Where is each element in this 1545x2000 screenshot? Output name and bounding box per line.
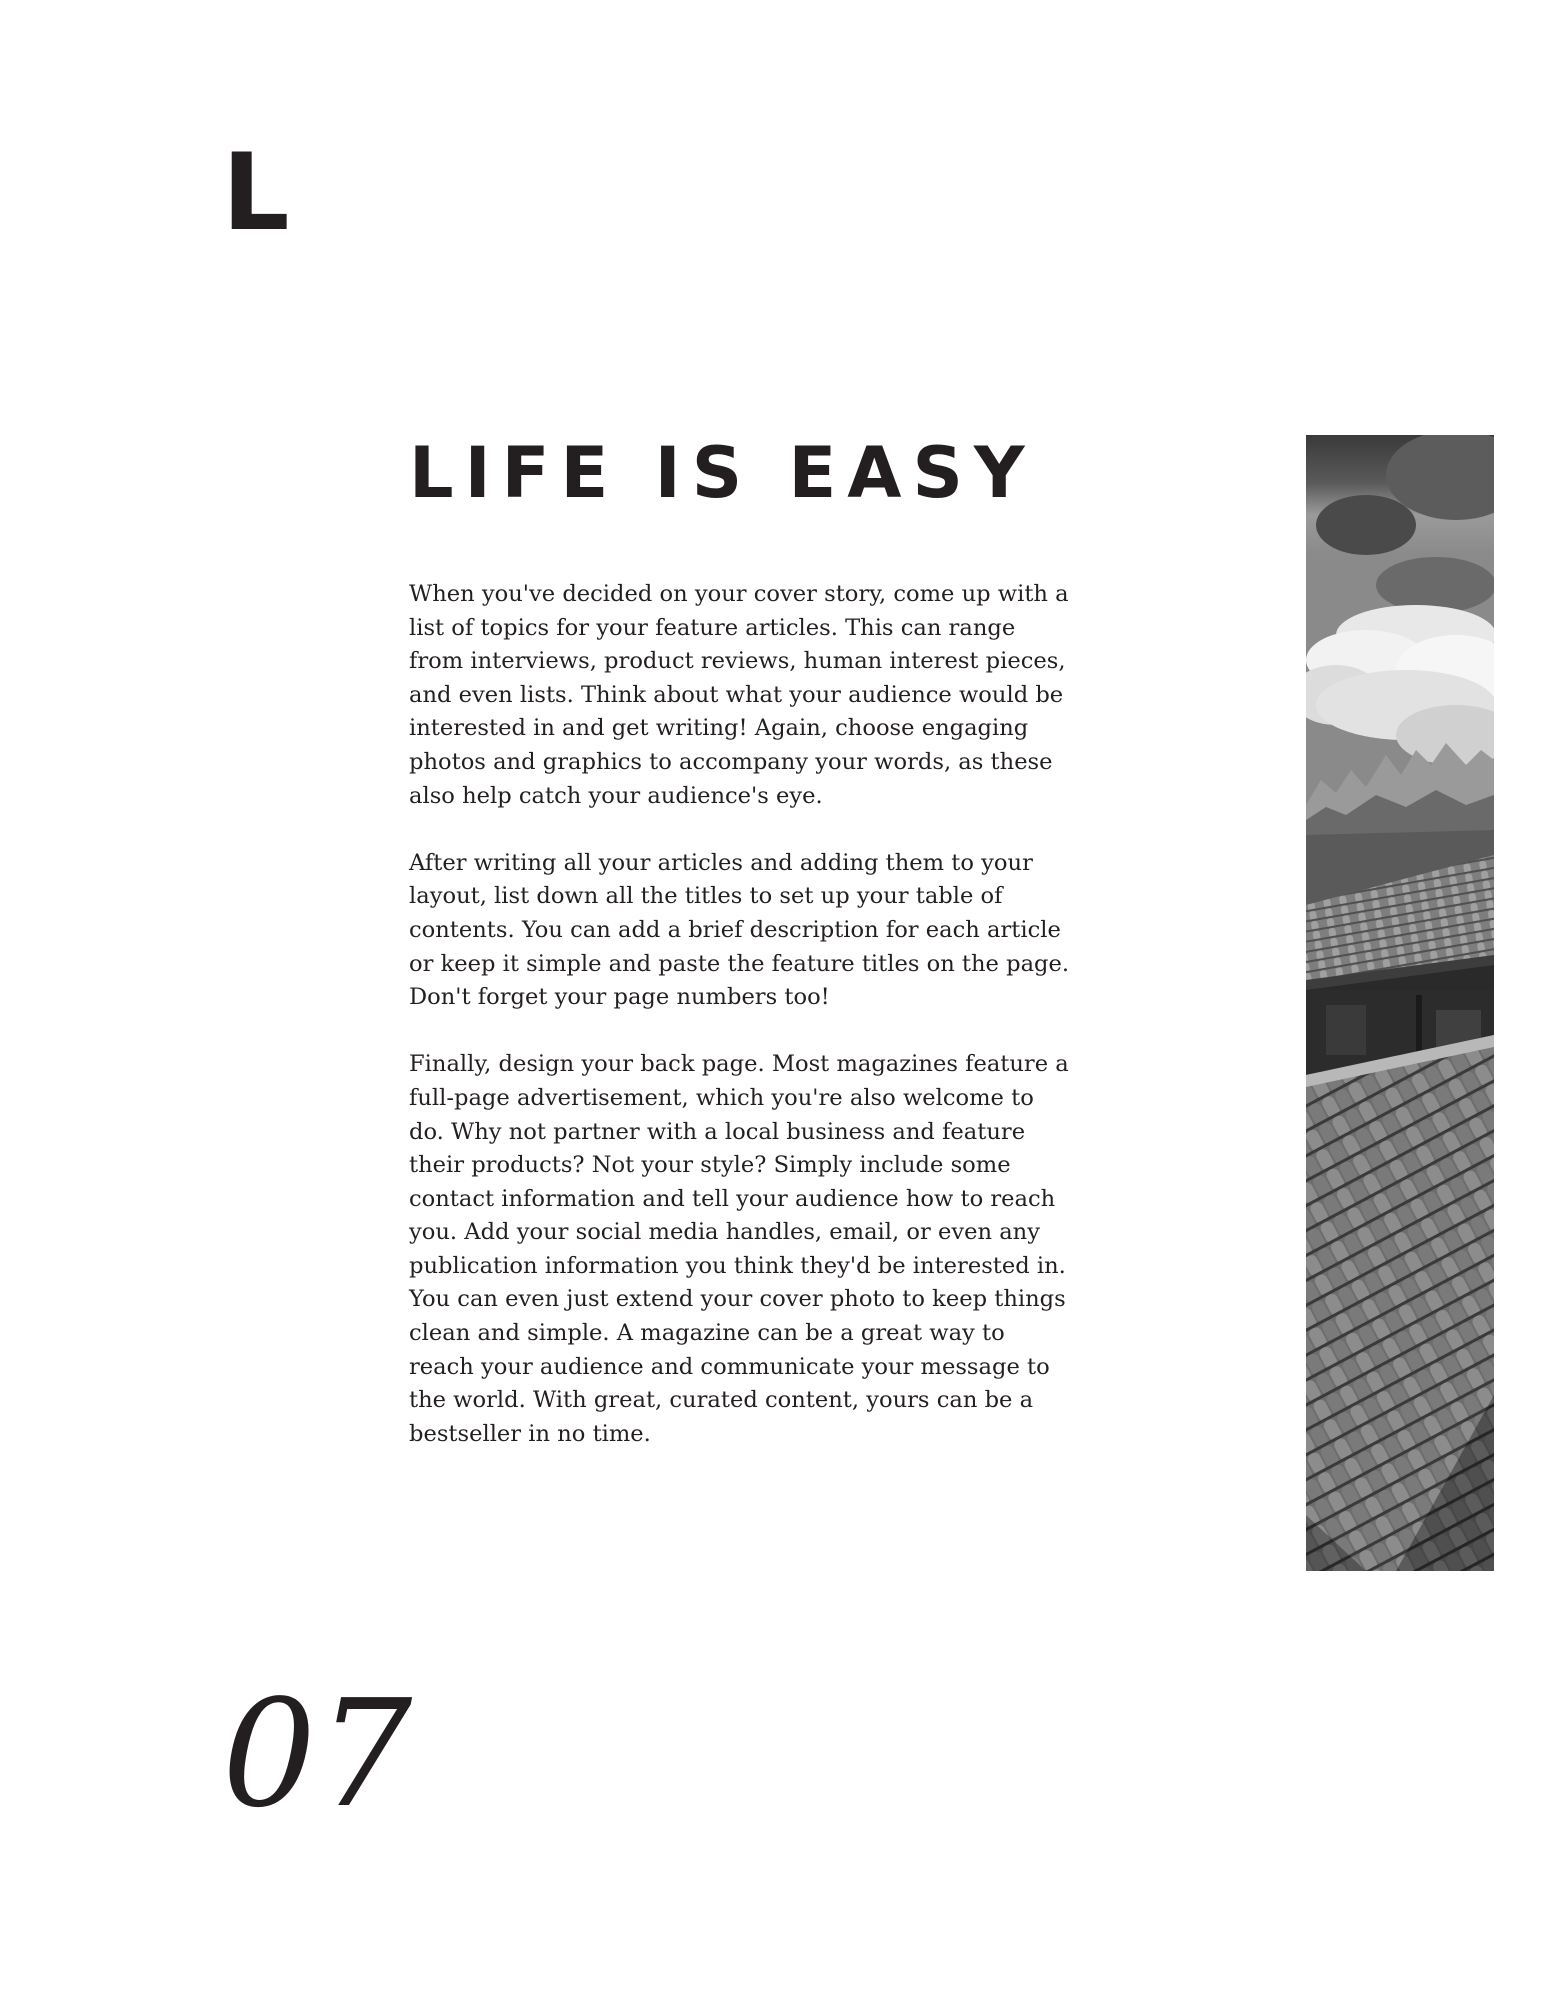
article-title: LIFE IS EASY [409, 432, 1036, 514]
rooftop-photo [1306, 435, 1494, 1571]
article-body [409, 578, 1071, 1485]
paragraph-2: After writing all your articles and adding them to your layout, list down all the titles to set up your table of contents. You can add a brief description for each article or keep it simple and paste the feature titles on the page. Don't forget your page numbers too! [409, 849, 1070, 1011]
page-number: 07 [222, 1668, 415, 1840]
paragraph-3: Finally, design your back page. Most magazines feature a full-page advertisement, which you're also welcome to do. Why not partner with a local business and feature their products? Not your style? Simply include some contact information and tell your audience how to reach you. Add your social media handles, email, or even any publication information you think they'd be interested in. You can even just extend your cover photo to keep things clean and simple. A magazine can be a great way to reach your audience and communicate your message to the world. With great, curated content, yours can be a bestseller in no time. [409, 1051, 1069, 1447]
logo-letter: L [222, 131, 290, 254]
paragraph-1: When you've decided on your cover story, come up with a list of topics for your feature articles. This can range from interviews, product reviews, human interest pieces, and even lists. Think about what your audience would be interested in and get writing! Again, choose engaging photos and graphics to accompany your words, as these also help catch your audience's eye. [409, 581, 1069, 809]
